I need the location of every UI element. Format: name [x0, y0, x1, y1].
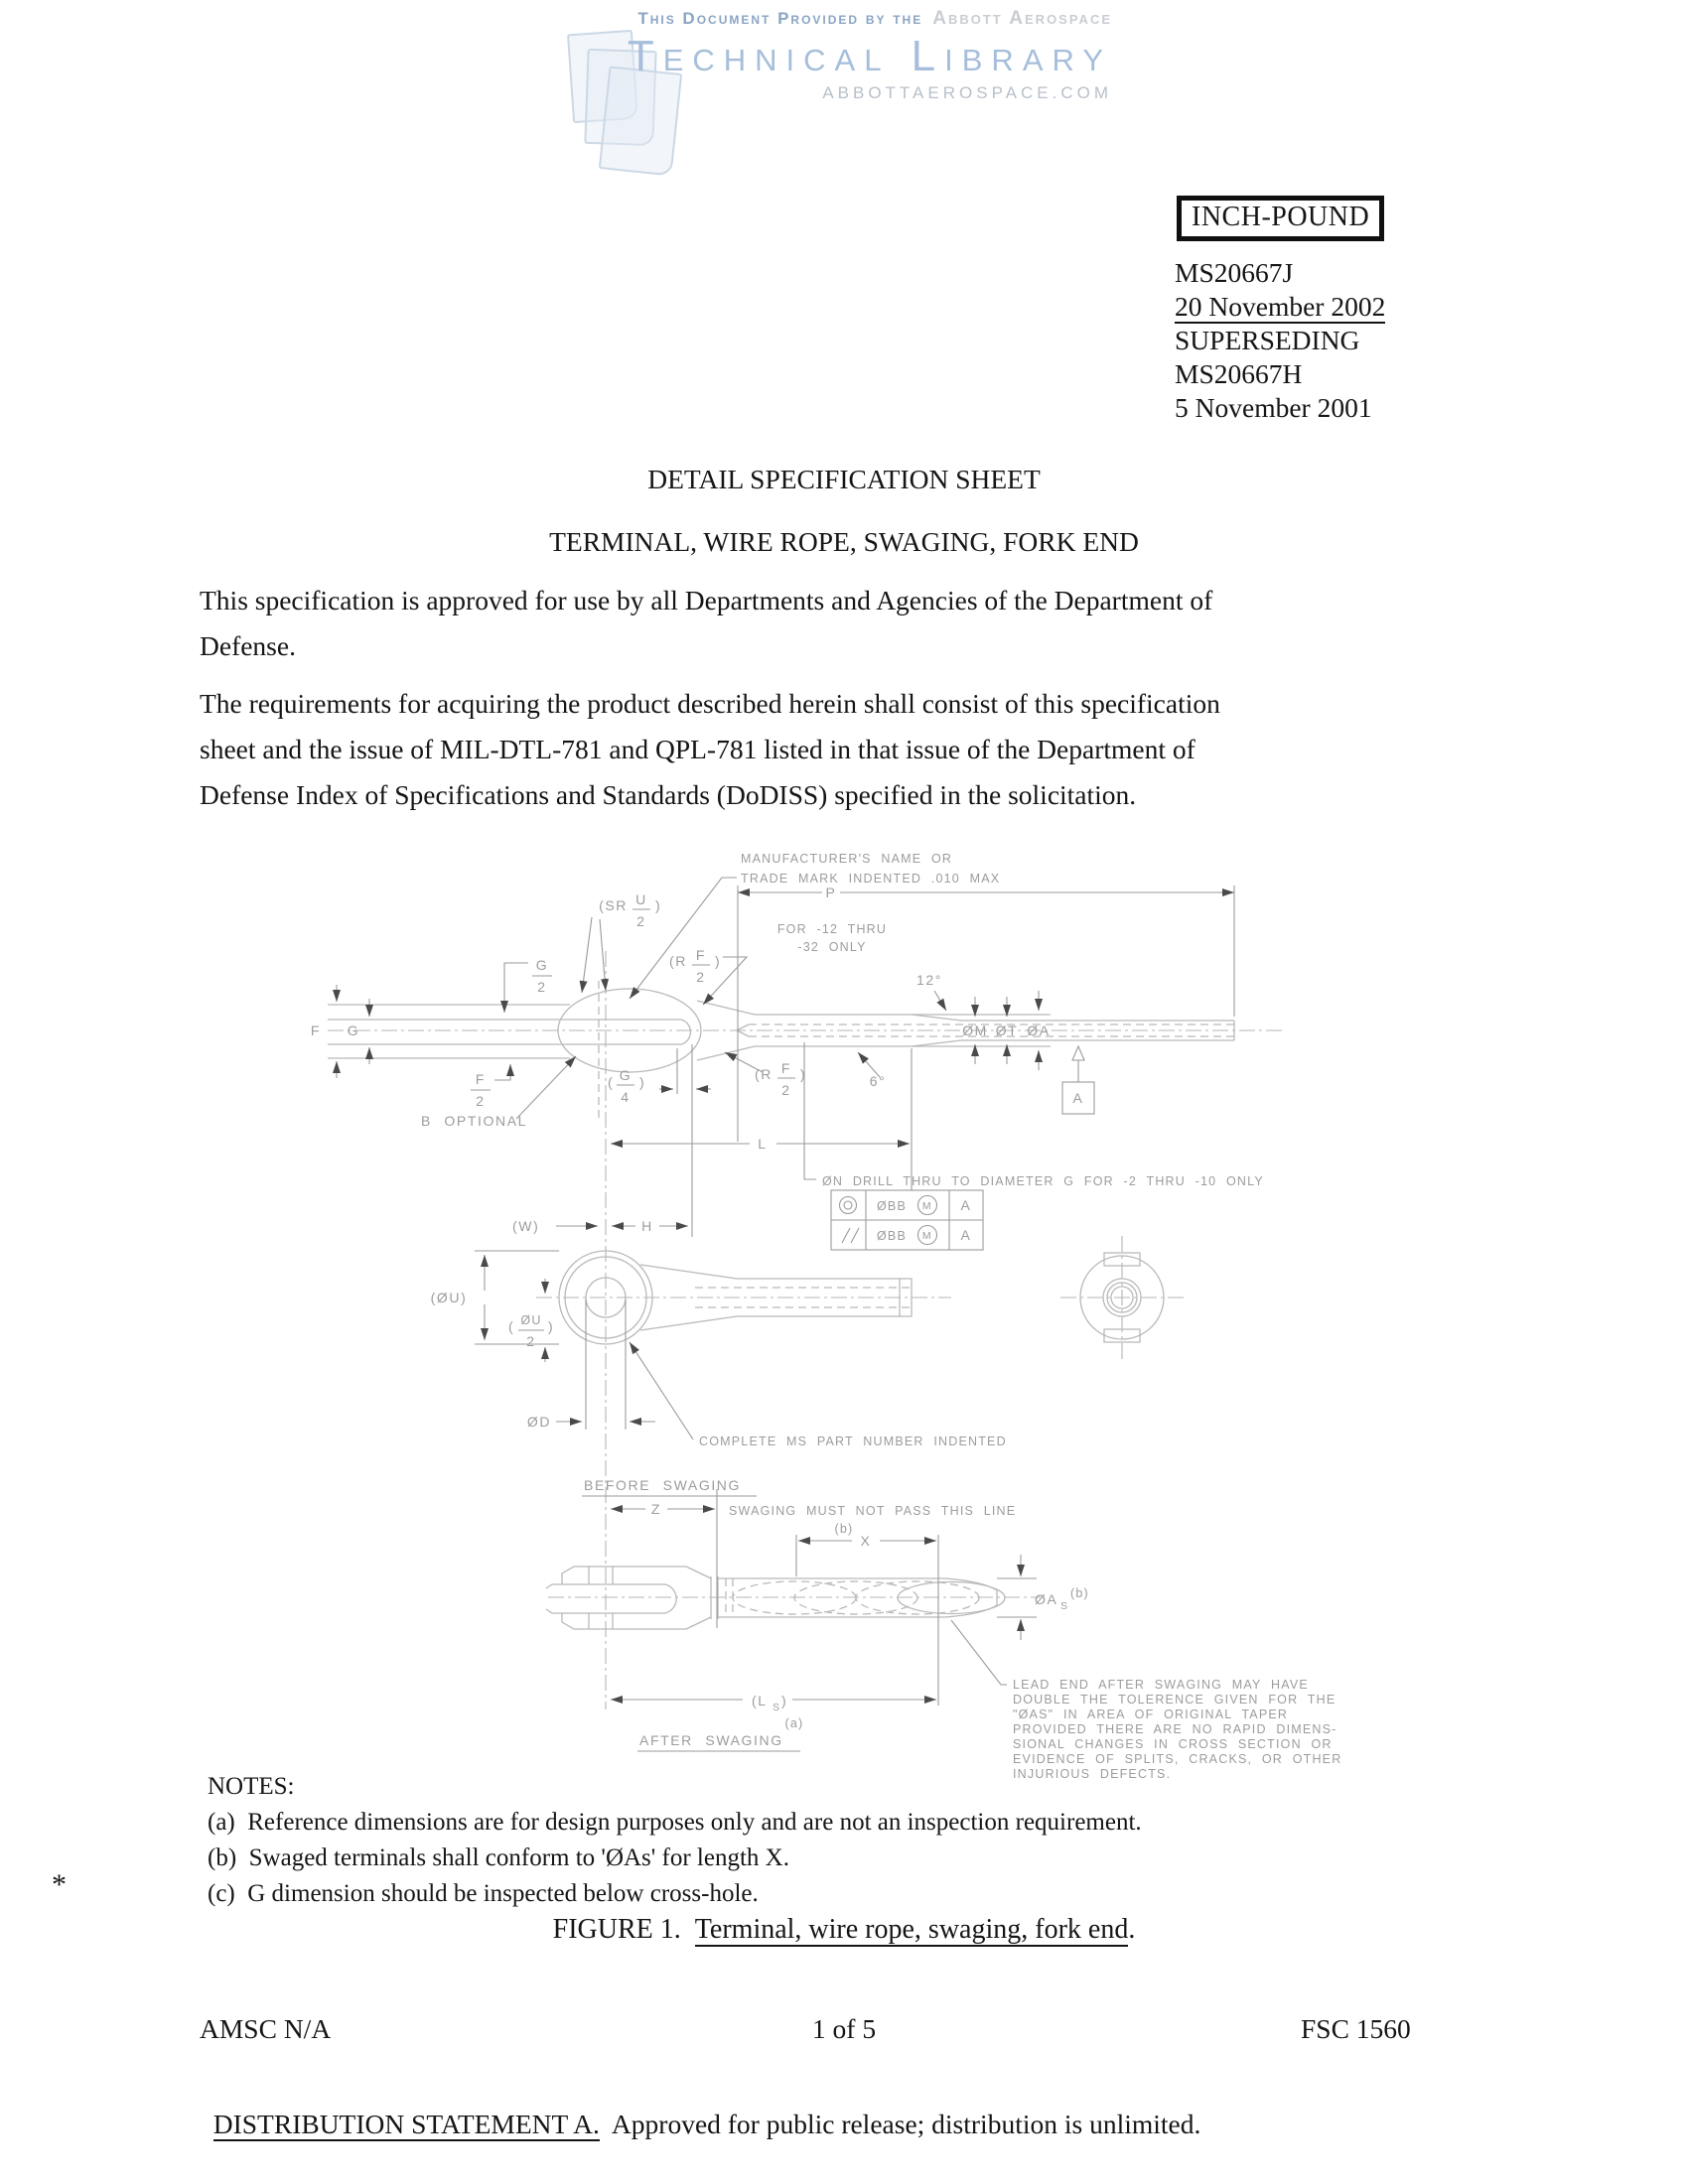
distribution-statement: [200, 2077, 1200, 2140]
dim-phi-u-half-close: ): [548, 1318, 555, 1334]
notes-block: [208, 1769, 1142, 1912]
dim-phi-u-half-open: (: [508, 1318, 515, 1334]
dim-r2-open: (R: [755, 1066, 773, 1082]
ref-a: (a): [784, 1716, 804, 1730]
lead-note-line: LEAD END AFTER SWAGING MAY HAVE: [1013, 1678, 1309, 1692]
gdt-tolerance-1: ØBB: [877, 1199, 907, 1213]
gdt-tolerance-2: ØBB: [877, 1229, 907, 1243]
dim-phi-t: ØT: [995, 1023, 1019, 1038]
lead-note-line: INJURIOUS DEFECTS.: [1013, 1767, 1172, 1781]
distribution-text: Approved for public release; distribution is unlimited.: [611, 2109, 1201, 2139]
lead-note-line: EVIDENCE OF SPLITS, CRACKS, OR OTHER: [1013, 1752, 1342, 1766]
change-marker: *: [52, 1868, 67, 1901]
lead-note-line: DOUBLE THE TOLERENCE GIVEN FOR THE: [1013, 1693, 1336, 1706]
doc-type-title: DETAIL SPECIFICATION SHEET: [647, 464, 1041, 494]
dim-p: P: [825, 885, 837, 900]
before-swaging-label: BEFORE SWAGING: [584, 1477, 742, 1493]
top-view-dimensions: [311, 852, 1264, 1709]
paragraph-line: Defense.: [200, 630, 296, 661]
dim-r-close: ): [715, 953, 722, 969]
dim-ls-open: (L: [752, 1693, 768, 1708]
dim-g4-open: (: [608, 1074, 615, 1090]
dim-l: L: [758, 1136, 768, 1152]
figure-caption-period: .: [1128, 1914, 1136, 1945]
dim-phi-d: ØD: [526, 1414, 552, 1430]
after-swaging-label: AFTER SWAGING: [639, 1732, 783, 1748]
dim-phi-a-s-ref: (b): [1070, 1586, 1089, 1600]
dim-phi-m: ØM: [962, 1023, 988, 1038]
page-number: 1 of 5: [811, 2013, 877, 2044]
phi-n-drill-note: ØN DRILL THRU TO DIAMETER G FOR -2 THRU -10 ONLY: [822, 1174, 1264, 1188]
inch-pound-stamp: INCH-POUND: [1177, 196, 1384, 241]
dim-h: H: [641, 1218, 653, 1234]
amsc-code: AMSC N/A: [200, 2013, 332, 2044]
dim-phi-u-half-num: ØU: [520, 1313, 542, 1327]
dim-f-half-den: 2: [476, 1093, 486, 1109]
logo-site-url: ABBOTTAEROSPACE.COM: [822, 83, 1112, 102]
gdt-datum-1: A: [960, 1197, 972, 1213]
gdt-datum-2: A: [960, 1227, 972, 1243]
dim-12deg: 12°: [916, 972, 942, 988]
dim-sr-open: (SR: [599, 897, 628, 913]
dim-phi-u: (ØU): [430, 1290, 468, 1305]
parallelism-icon: [842, 1228, 850, 1243]
dim-g-half-num: G: [535, 957, 549, 973]
dim-r2-den: 2: [781, 1082, 791, 1098]
lead-note-line: "ØAS" IN AREA OF ORIGINAL TAPER: [1013, 1707, 1289, 1721]
datum-a-label: A: [1072, 1090, 1084, 1106]
after-swaging-dimensions: [611, 1489, 1341, 1781]
dim-g: G: [347, 1023, 360, 1038]
subject-title: TERMINAL, WIRE ROPE, SWAGING, FORK END: [549, 526, 1139, 557]
logo-provided-by-text: This Document Provided by the: [637, 9, 923, 28]
dim-r-open: (R: [669, 953, 687, 969]
dim-ls-sub: S: [773, 1702, 781, 1713]
end-view-part-outline: [1060, 1236, 1184, 1359]
dim-phi-a-s: ØA: [1035, 1591, 1058, 1607]
doc-number: MS20667J: [1175, 257, 1294, 288]
logo-brand: Abbott Aerospace: [932, 8, 1112, 29]
ref-b: (b): [834, 1522, 854, 1536]
note-item-a: (a) Reference dimensions are for design purposes only and are not an inspection requirement.: [208, 1809, 1142, 1836]
lead-note-line: SIONAL CHANGES IN CROSS SECTION OR: [1013, 1737, 1333, 1751]
swage-limit-note: SWAGING MUST NOT PASS THIS LINE: [729, 1504, 1017, 1518]
dim-p-note1: FOR -12 THRU: [776, 922, 888, 936]
dim-sr-den: 2: [636, 913, 646, 929]
notes-heading: NOTES:: [208, 1773, 295, 1800]
paragraph-line: sheet and the issue of MIL-DTL-781 and QPL-781 listed in that issue of the Department of: [200, 734, 1196, 764]
part-number-note: COMPLETE MS PART NUMBER INDENTED: [699, 1434, 1007, 1448]
gdt-modifier-1: M: [921, 1200, 933, 1212]
note-item-b: (b) Swaged terminals shall conform to 'ØAs' for length X.: [208, 1844, 789, 1871]
dim-phi-a-s-sub: S: [1060, 1600, 1069, 1612]
dim-phi-u-half-den: 2: [526, 1333, 536, 1349]
dim-g4-den: 4: [621, 1089, 631, 1105]
figure-caption: [0, 1914, 1688, 1946]
dim-r-num: F: [695, 947, 707, 963]
dim-6deg: 6°: [869, 1073, 887, 1089]
dim-f: F: [310, 1023, 322, 1038]
paragraph-line: This specification is approved for use by all Departments and Agencies of the Department of: [200, 585, 1213, 615]
dim-r2-num: F: [780, 1060, 792, 1076]
figure-caption-prefix: FIGURE 1.: [552, 1914, 681, 1945]
dim-sr-num: U: [635, 891, 647, 907]
doc-date: 20 November 2002: [1175, 291, 1386, 322]
dim-g-half-den: 2: [537, 979, 547, 995]
dim-ls-close: ): [781, 1693, 788, 1708]
paragraph-line: The requirements for acquiring the product described herein shall consist of this specification: [200, 688, 1220, 719]
dim-g4-close: ): [639, 1074, 646, 1090]
paragraph-line: Defense Index of Specifications and Standards (DoDISS) specified in the solicitation.: [200, 779, 1137, 810]
gdt-feature-control-frames: [831, 1190, 983, 1250]
dim-r2-close: ): [800, 1066, 807, 1082]
logo-library-title: Technical Library: [627, 32, 1112, 80]
note-item-c: (c) G dimension should be inspected below cross-hole.: [208, 1880, 759, 1907]
top-view-part-outline: [328, 981, 1283, 1118]
dim-x: X: [860, 1533, 872, 1549]
figure-caption-title: Terminal, wire rope, swaging, fork end: [694, 1914, 1129, 1945]
superseded-date: 5 November 2001: [1175, 392, 1372, 423]
manufacturer-note-line1: MANUFACTURER'S NAME OR: [741, 852, 953, 866]
concentricity-icon: [840, 1197, 857, 1214]
dim-phi-a: ØA: [1027, 1023, 1051, 1038]
gdt-modifier-2: M: [921, 1230, 933, 1242]
face-view-part-outline: [536, 1251, 951, 1344]
dim-f-half-num: F: [475, 1071, 487, 1087]
dim-g4-num: G: [619, 1067, 633, 1083]
dim-z: Z: [650, 1501, 662, 1517]
distribution-label: DISTRIBUTION STATEMENT A.: [212, 2109, 600, 2139]
superseding-label: SUPERSEDING: [1175, 325, 1360, 355]
fsc-code: FSC 1560: [1301, 2013, 1411, 2044]
dim-w: (W): [512, 1218, 540, 1234]
b-optional-label: B OPTIONAL: [421, 1113, 528, 1129]
lead-note-line: PROVIDED THERE ARE NO RAPID DIMENS-: [1013, 1722, 1337, 1736]
dim-r-den: 2: [696, 969, 706, 985]
after-swaging-part-outline: [546, 1567, 1041, 1629]
manufacturer-note-line2: TRADE MARK INDENTED .010 MAX: [741, 872, 1001, 886]
superseded-number: MS20667H: [1175, 358, 1303, 389]
face-view-dimensions: [431, 1251, 1007, 1496]
dim-p-note2: -32 ONLY: [797, 940, 867, 954]
dim-sr-close: ): [655, 897, 662, 913]
